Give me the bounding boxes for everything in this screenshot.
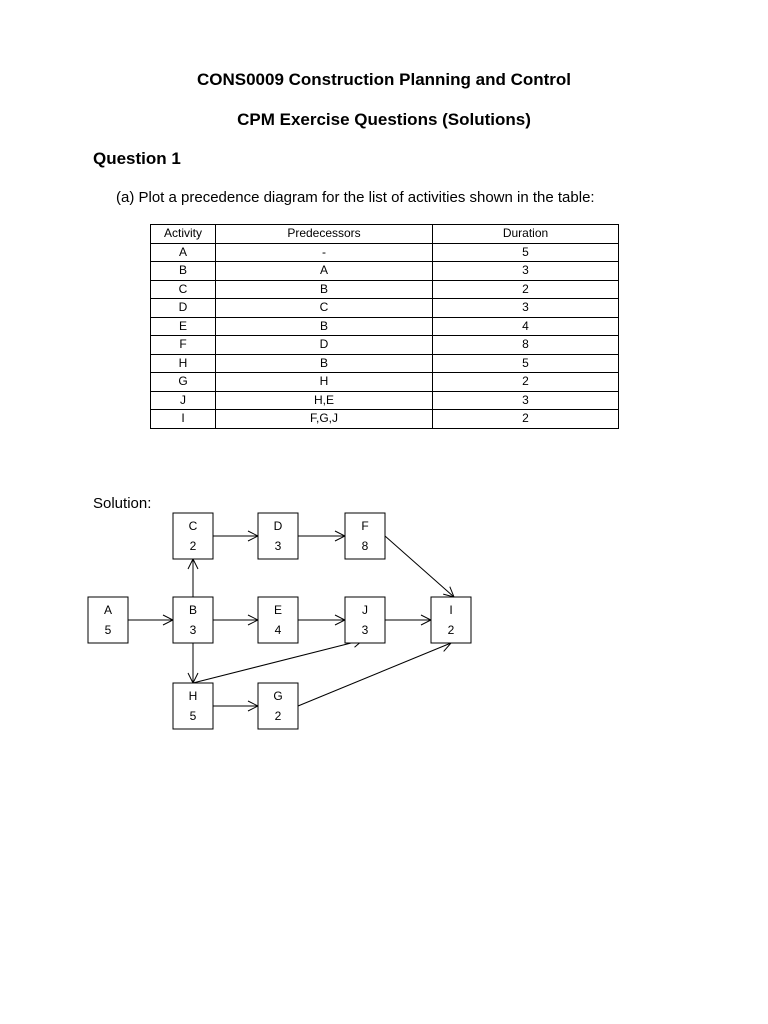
cell-activity: C [151,280,216,299]
node-duration-label: 2 [447,623,455,637]
arrow-g-to-i [298,643,451,706]
question-part-a: (a) Plot a precedence diagram for the list of activities shown in the table: [116,189,595,206]
cell-activity: A [151,243,216,262]
cell-activity: I [151,410,216,429]
cell-duration: 2 [433,280,619,299]
node-duration-label: 4 [274,623,282,637]
activity-node-j [345,597,385,643]
cell-duration: 2 [433,410,619,429]
node-duration-label: 2 [189,539,197,553]
column-header-predecessors: Predecessors [216,225,433,244]
document-subtitle: CPM Exercise Questions (Solutions) [237,110,531,129]
column-header-activity: Activity [151,225,216,244]
cell-predecessors: H,E [216,391,433,410]
activity-node-d [258,513,298,559]
activity-node-e [258,597,298,643]
solution-label: Solution: [93,495,152,512]
cell-activity: B [151,262,216,281]
node-duration-label: 3 [361,623,369,637]
node-activity-label: E [273,603,283,617]
cell-duration: 8 [433,336,619,355]
node-duration-label: 2 [274,709,282,723]
column-header-duration: Duration [433,225,619,244]
node-duration-label: 8 [361,539,369,553]
node-duration-label: 5 [104,623,112,637]
cell-duration: 3 [433,262,619,281]
cell-duration: 3 [433,299,619,318]
cell-activity: G [151,373,216,392]
document-title: CONS0009 Construction Planning and Control [196,70,572,89]
cell-predecessors: C [216,299,433,318]
node-activity-label: I [449,603,453,617]
cell-predecessors: D [216,336,433,355]
cell-activity: E [151,317,216,336]
activity-node-g [258,683,298,729]
node-duration-label: 5 [189,709,197,723]
node-duration-label: 3 [189,623,197,637]
activity-node-a [88,597,128,643]
node-activity-label: A [103,603,113,617]
activity-node-h [173,683,213,729]
cell-duration: 4 [433,317,619,336]
cell-predecessors: A [216,262,433,281]
cell-duration: 2 [433,373,619,392]
arrow-h-to-j [193,640,363,683]
node-activity-label: J [362,603,368,617]
question-heading: Question 1 [93,149,181,168]
node-activity-label: C [188,519,198,533]
cell-duration: 5 [433,243,619,262]
cell-predecessors: H [216,373,433,392]
cell-duration: 3 [433,391,619,410]
activity-node-i [431,597,471,643]
node-activity-label: B [188,603,198,617]
cell-activity: F [151,336,216,355]
activity-node-c [173,513,213,559]
node-activity-label: H [188,689,198,703]
activity-node-b [173,597,213,643]
arrow-f-to-i [385,536,454,597]
activity-node-f [345,513,385,559]
node-activity-label: F [361,519,369,533]
cell-predecessors: B [216,317,433,336]
cell-predecessors: - [216,243,433,262]
cell-predecessors: B [216,280,433,299]
cell-activity: H [151,354,216,373]
cell-activity: D [151,299,216,318]
cell-predecessors: B [216,354,433,373]
cell-predecessors: F,G,J [216,410,433,429]
node-activity-label: D [273,519,283,533]
cell-activity: J [151,391,216,410]
cell-duration: 5 [433,354,619,373]
node-activity-label: G [273,689,283,703]
node-duration-label: 3 [274,539,282,553]
